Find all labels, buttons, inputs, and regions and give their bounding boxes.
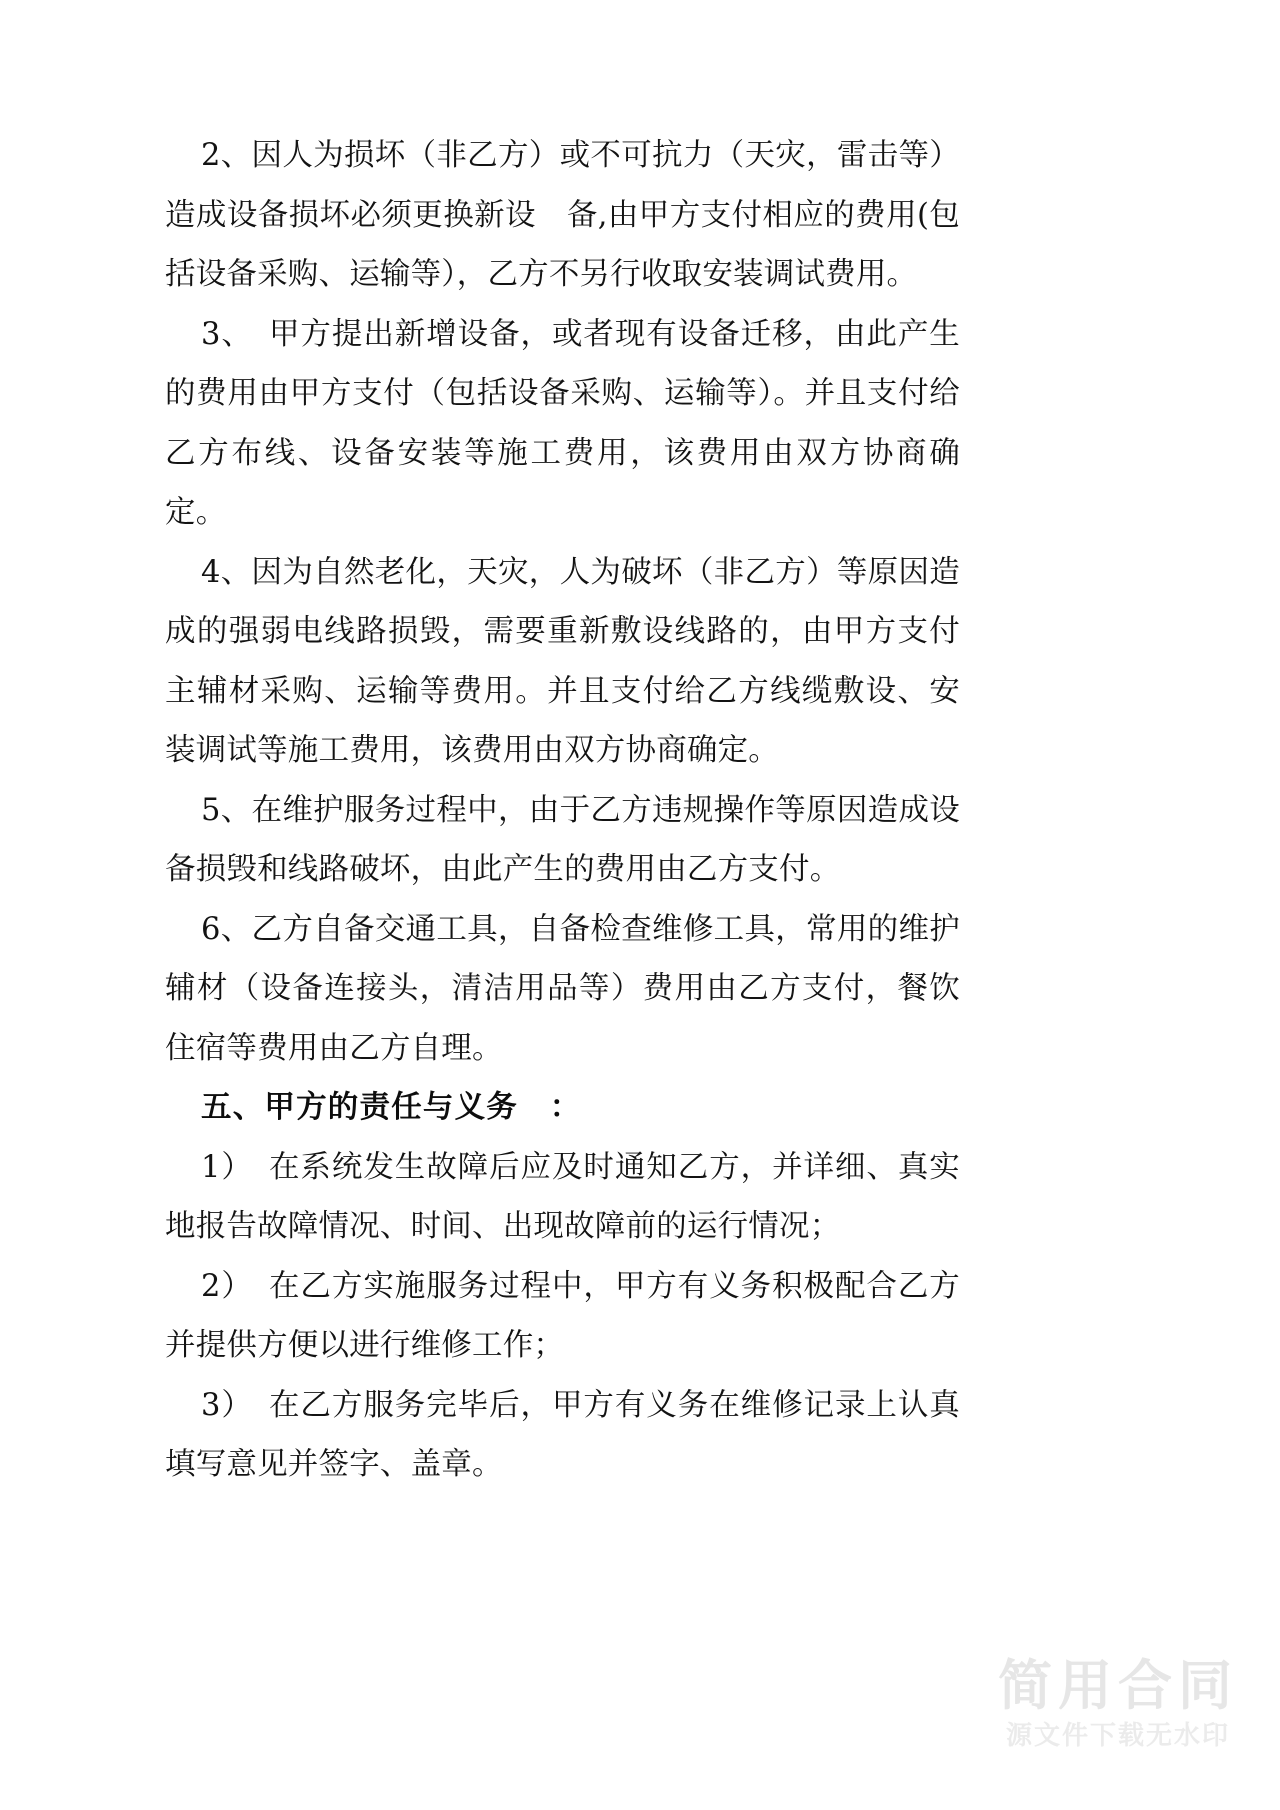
clause-paragraph-3: 3、 甲方提出新增设备，或者现有设备迁移，由此产生的费用由甲方支付（包括设备采购、运输等）。并且支付给乙方布线、设备安装等施工费用，该费用由双方协商确定。 xyxy=(165,316,960,530)
watermark-tagline-text: 源文件下载无水印 xyxy=(1005,1720,1230,1751)
watermark xyxy=(998,1653,1238,1753)
clause-paragraph-2: 2、因人为损坏（非乙方）或不可抗力（天灾，雷击等）造成设备损坏必须更换新设 备,由甲方支付相应的费用(包括设备采购、运输等），乙方不另行收取安装调试费用。 xyxy=(165,138,960,292)
section-heading-party-a-obligations: 五、甲方的责任与义务 ： xyxy=(201,1089,582,1125)
clause-paragraph-5: 5、在维护服务过程中，由于乙方违规操作等原因造成设备损毁和线路破坏，由此产生的费用由乙方支付。 xyxy=(165,792,960,887)
obligation-paragraph-3: 3） 在乙方服务完毕后，甲方有义务在维修记录上认真填写意见并签字、盖章。 xyxy=(165,1387,960,1482)
clause-paragraph-4: 4、因为自然老化，天灾，人为破坏（非乙方）等原因造成的强弱电线路损毁，需要重新敷设线路的，由甲方支付主辅材采购、运输等费用。并且支付给乙方线缆敷设、安装调试等施工费用，该费用由双方协商确定。 xyxy=(165,554,960,768)
obligation-paragraph-2: 2） 在乙方实施服务过程中，甲方有义务积极配合乙方并提供方便以进行维修工作； xyxy=(165,1268,960,1363)
watermark-brand-text: 简用合同 xyxy=(998,1653,1238,1717)
obligation-paragraph-1: 1） 在系统发生故障后应及时通知乙方，并详细、真实地报告故障情况、时间、出现故障前的运行情况； xyxy=(165,1149,960,1244)
document-body xyxy=(165,126,960,1495)
clause-paragraph-6: 6、乙方自备交通工具，自备检查维修工具，常用的维护辅材（设备连接头，清洁用品等）费用由乙方支付，餐饮住宿等费用由乙方自理。 xyxy=(165,911,960,1066)
